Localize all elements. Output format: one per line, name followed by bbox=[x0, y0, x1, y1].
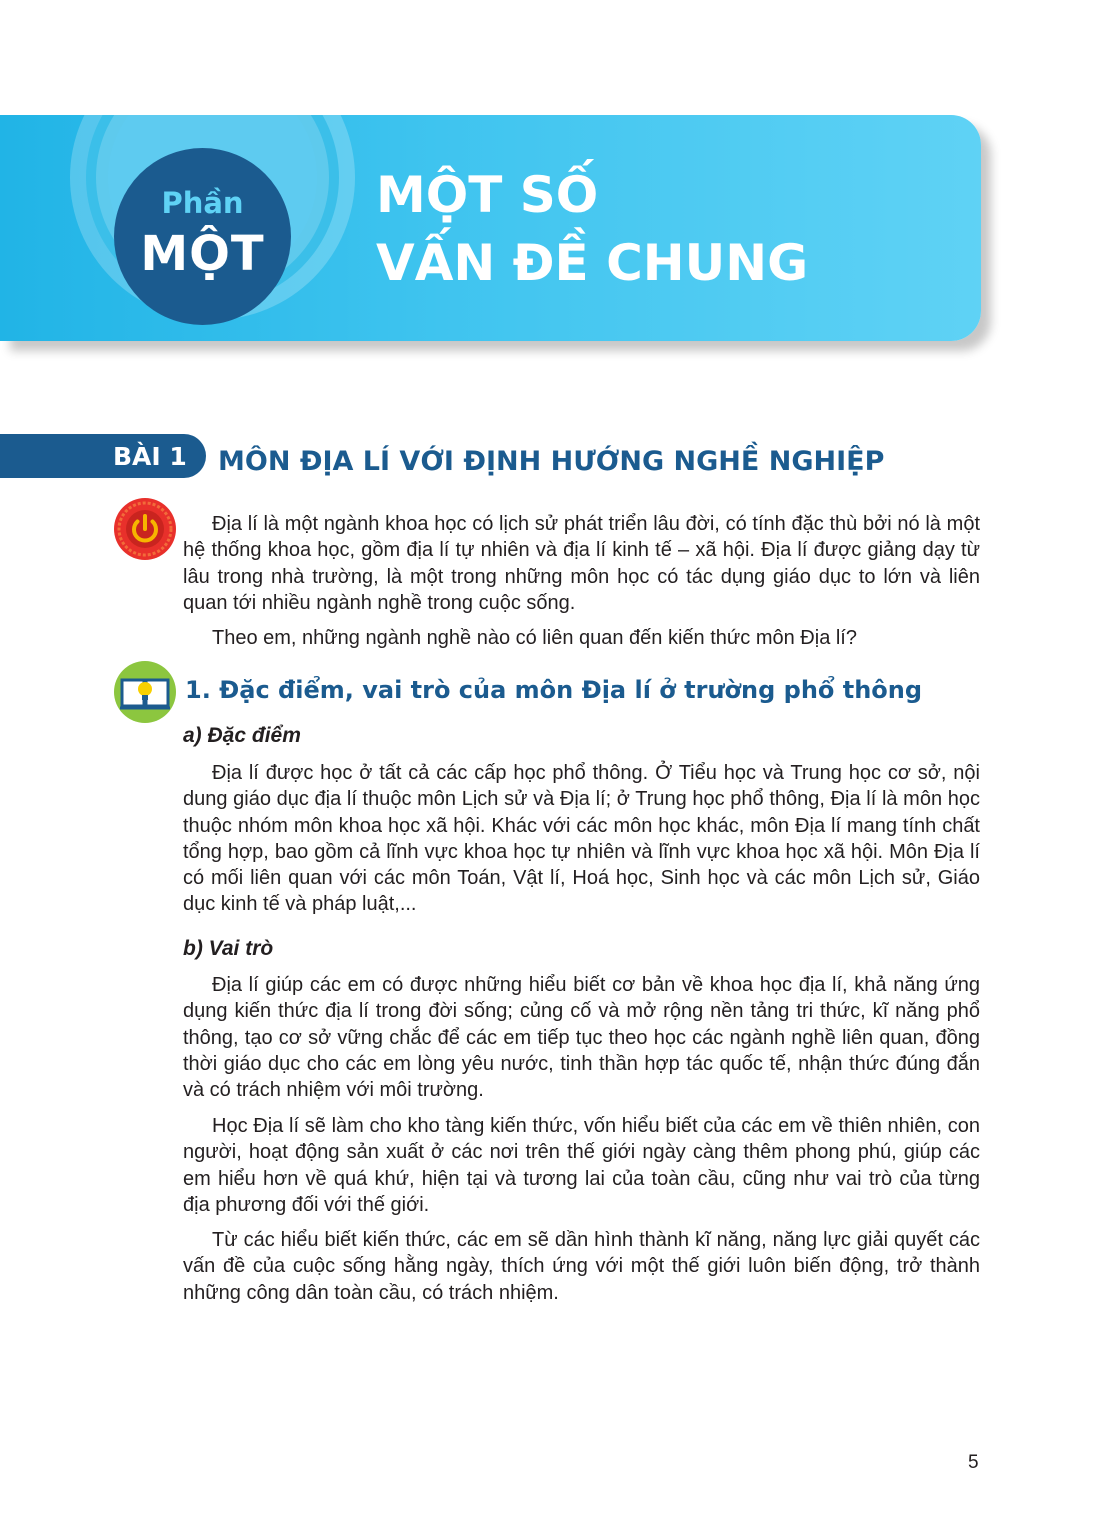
power-button-icon bbox=[113, 497, 177, 561]
subsection-b-paragraph-3: Từ các hiểu biết kiến thức, các em sẽ dần hình thành kĩ năng, năng lực giải quyết các vấn đề của cuộc sống hằng ngày, thích ứng với một thế giới luôn biến động, trở thành những công dân toàn cầu, có trách nhiệm. bbox=[183, 1229, 980, 1304]
part-number: MỘT bbox=[140, 226, 265, 282]
part-title-line1: MỘT SỐ bbox=[376, 166, 599, 224]
page-number: 5 bbox=[968, 1452, 979, 1473]
section-title: 1. Đặc điểm, vai trò của môn Địa lí ở trường phổ thông bbox=[185, 676, 923, 704]
intro-question: Theo em, những ngành nghề nào có liên quan đến kiến thức môn Địa lí? bbox=[212, 627, 857, 649]
open-book-lightbulb-icon bbox=[113, 660, 177, 724]
subsection-a-text: Địa lí được học ở tất cả các cấp học phổ thông. Ở Tiểu học và Trung học cơ sở, nội dung giáo dục địa lí thuộc môn Lịch sử và Địa lí; ở Trung học phổ thông, Địa lí là môn học thuộc nhóm môn khoa học xã hội. Khác với các môn học khác, môn Địa lí mang tính chất tổng hợp, bao gồm cả lĩnh vực khoa học tự nhiên và lĩnh vực khoa học xã hội. Môn Địa lí có mối liên quan với các môn Toán, Vật lí, Hoá học, Sinh học và các môn Lịch sử, Giáo dục kinh tế và pháp luật,... bbox=[183, 762, 980, 916]
part-badge bbox=[114, 148, 291, 325]
part-title-line2: VẤN ĐỀ CHUNG bbox=[376, 234, 809, 292]
lesson-label: BÀI 1 bbox=[113, 442, 187, 471]
subsection-b-paragraph-1: Địa lí giúp các em có được những hiểu biết cơ bản về khoa học địa lí, khả năng ứng dụng kiến thức địa lí trong đời sống; củng cố và mở rộng nền tảng tri thức, kĩ năng phổ thông, tạo cơ sở vững chắc để các em tiếp tục theo học các ngành nghề liên quan, đồng thời giáo dục cho các em lòng yêu nước, tinh thần hợp tác quốc tế, nhận thức đúng đắn và có trách nhiệm với môi trường. bbox=[183, 974, 980, 1102]
subsection-b-title: b) Vai trò bbox=[183, 937, 274, 960]
subsection-b-paragraph-2: Học Địa lí sẽ làm cho kho tàng kiến thức, vốn hiểu biết của các em về thiên nhiên, con người, hoạt động sản xuất ở các nơi trên thế giới ngày càng thêm phong phú, giúp các em hiểu hơn về quá khứ, hiện tại và tương lai của toàn cầu, cũng như vai trò của từng địa phương đối với thế giới. bbox=[183, 1115, 980, 1216]
intro-paragraph: Địa lí là một ngành khoa học có lịch sử phát triển lâu đời, có tính đặc thù bởi nó là một hệ thống khoa học, gồm địa lí tự nhiên và địa lí kinh tế – xã hội. Địa lí được giảng dạy từ lâu trong nhà trường, là một trong những môn học có tác dụng giáo dục to lớn và liên quan tới nhiều ngành nghề trong cuộc sống. bbox=[183, 513, 980, 614]
part-label: Phần bbox=[161, 186, 244, 220]
subsection-a-title: a) Đặc điểm bbox=[183, 724, 301, 747]
lesson-title: MÔN ĐỊA LÍ VỚI ĐỊNH HƯỚNG NGHỀ NGHIỆP bbox=[218, 446, 885, 477]
